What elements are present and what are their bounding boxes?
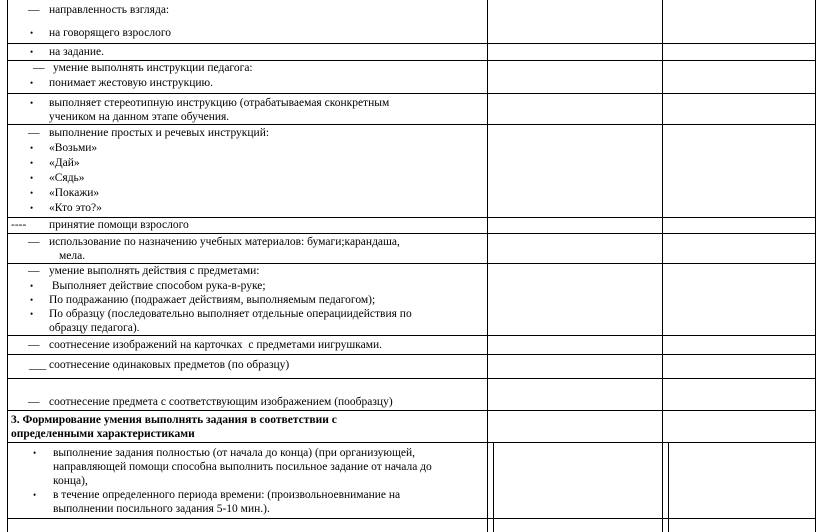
row-text: Выполняет действие способом рука-в-руке; (49, 280, 266, 292)
row-line (7, 410, 816, 411)
row-dash: — (28, 236, 40, 248)
row-line (7, 233, 816, 234)
row-line (7, 378, 816, 379)
row-text: выполнение задания полностью (от начала до конца) (при организующей, (53, 447, 415, 459)
row-text: принятие помощи взрослого (49, 219, 189, 231)
bullet-icon: • (30, 47, 34, 57)
row-dash: — (28, 4, 40, 16)
row-text: «Сядь» (49, 172, 85, 184)
row-text: соотнесение предмета с соответствующим изображением (пообразцу) (49, 396, 393, 408)
bullet-icon: • (30, 295, 34, 305)
row-text: соотнесение одинаковых предметов (по образцу) (49, 359, 290, 371)
row-dash: ___ (29, 359, 47, 371)
bullet-icon: • (30, 78, 34, 88)
row-text: «Возьми» (49, 142, 98, 154)
row-text: «Кто это?» (49, 202, 102, 214)
row-text: образцу педагога). (49, 322, 140, 334)
row-dash: — (28, 265, 40, 277)
row-text: умение выполнять действия с предметами: (49, 265, 260, 277)
row-line (7, 93, 816, 94)
row-text: направляющей помощи способна выполнить посильное задание от начала до (53, 461, 432, 473)
row-text: использование по назначению учебных материалов: бумаги;карандаша, (49, 236, 400, 248)
bullet-icon: • (30, 28, 34, 38)
bullet-icon: • (30, 281, 34, 291)
row-text: выполнении посильного задания 5-10 мин.). (53, 503, 270, 515)
bullet-icon: • (33, 490, 37, 500)
row-dash: — (33, 62, 45, 74)
row-text: По подражанию (подражает действиям, выполняемым педагогом); (49, 294, 376, 306)
bullet-icon: • (30, 188, 34, 198)
row-dash: — (28, 127, 40, 139)
row-text: выполнение простых и речевых инструкций: (49, 127, 270, 139)
row-text: «Покажи» (49, 187, 100, 199)
row-line (7, 518, 816, 519)
row-dash: — (28, 339, 40, 351)
row-text: на говорящего взрослого (49, 27, 172, 39)
row-line (7, 442, 816, 443)
table-left-border (7, 0, 8, 440)
row-text: выполняет стереотипную инструкцию (отрабатываемая сконкретным (49, 97, 390, 109)
row-line (7, 335, 816, 336)
table-col-divider-1 (487, 0, 488, 532)
bullet-icon: • (30, 203, 34, 213)
row-text: на задание. (49, 46, 105, 58)
row-line (7, 124, 816, 125)
row-line (7, 354, 816, 355)
bullet-icon: • (30, 173, 34, 183)
bullet-icon: • (30, 158, 34, 168)
row-text: учеником на данном этапе обучения. (49, 111, 230, 123)
row-text: конца), (53, 475, 88, 487)
row-text: в течение определенного периода времени: (произвольноевнимание на (53, 489, 401, 501)
row-text: «Дай» (49, 157, 80, 169)
row-text: По образцу (последовательно выполняет отдельные операциидействия по (49, 308, 412, 320)
section-heading: 3. Формирование умения выполнять задания в соответствии с (11, 414, 337, 426)
row-text: соотнесение изображений на карточках с предметами иигрушками. (49, 339, 383, 351)
row-dash: — (28, 396, 40, 408)
row-text: мела. (59, 250, 86, 262)
row-dash: ---- (11, 219, 27, 231)
bullet-icon: • (30, 143, 34, 153)
bullet-icon: • (30, 309, 34, 319)
section-heading: определенными характеристиками (11, 428, 195, 440)
row-text: направленность взгляда: (49, 4, 170, 16)
row-text: умение выполнять инструкции педагога: (53, 62, 253, 74)
row-line (7, 43, 816, 44)
table-col-divider-2 (662, 0, 663, 532)
bullet-icon: • (33, 448, 37, 458)
bullet-icon: • (30, 98, 34, 108)
row-text: понимает жестовую инструкцию. (49, 77, 213, 89)
